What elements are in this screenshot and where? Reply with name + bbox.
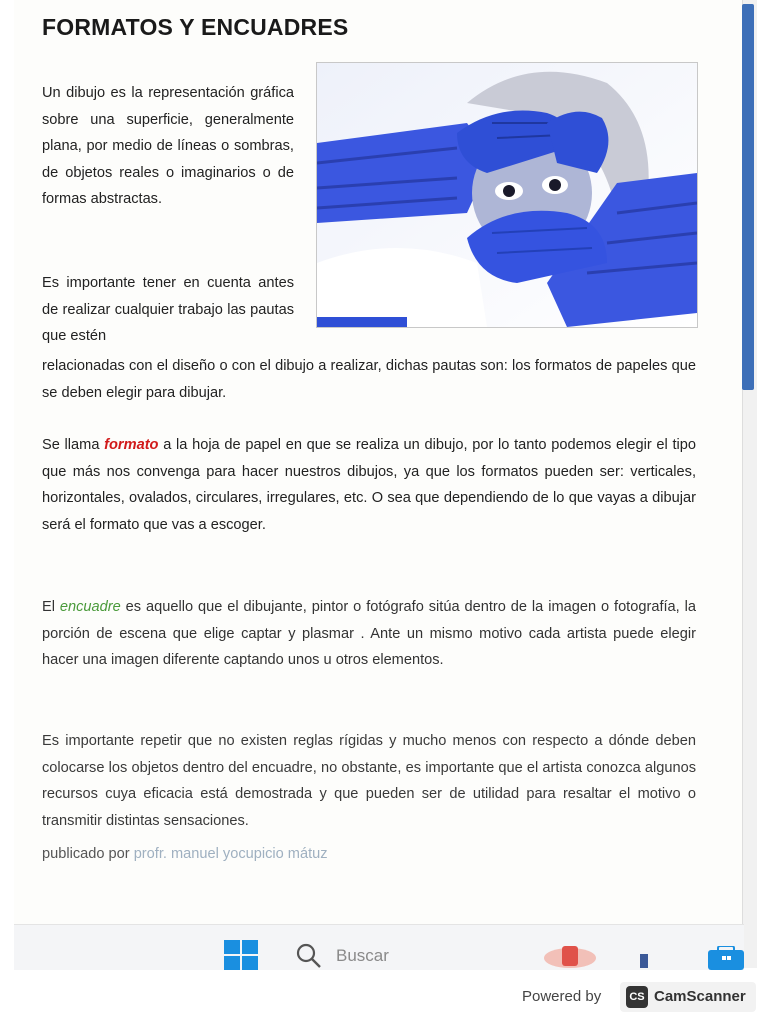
paragraph-definition: Un dibujo es la representación gráfica sobre una superficie, generalmente plana, por medio de líneas o sombras, de objetos reales o imaginarios o de formas abstractas. bbox=[42, 85, 294, 207]
powered-by-label: Powered by bbox=[522, 988, 602, 1005]
text-segment: Se llama bbox=[42, 437, 105, 453]
text-segment: es aquello que el dibujante, pintor o fotógrafo sitúa dentro de la imagen o fotografía, la porción de escena que elige captar y plasmar . Ante un mismo motivo cada artista puede elegir hacer una imagen diferente captando unos u otros elementos. bbox=[42, 599, 697, 668]
article-title: FORMATOS Y ENCUADRES bbox=[42, 14, 349, 40]
taskbar-app-icon[interactable] bbox=[540, 944, 598, 968]
paragraph-reglas: Es importante repetir que no existen reglas rígidas y mucho menos con respecto a dónde deben colocarse los objetos dentro del encuadre, no obstante, es importante que el artista conozca algunos recursos cuya eficacia está demostrada y que pueden ser de utilidad para resaltar el motivo o transmitir distintas sensaciones. bbox=[42, 733, 696, 829]
taskbar-app-icon[interactable] bbox=[640, 954, 648, 968]
paragraph-pautas-start: Es importante tener en cuenta antes de realizar cualquier trabajo las pautas que estén bbox=[42, 275, 294, 344]
keyword-encuadre: encuadre bbox=[59, 599, 121, 615]
framing-hands-photo bbox=[316, 62, 698, 328]
published-label: publicado por bbox=[42, 846, 134, 862]
scrollbar-thumb[interactable] bbox=[742, 4, 754, 390]
paragraph-encuadre bbox=[42, 594, 696, 674]
taskbar-search-input[interactable]: Buscar bbox=[336, 946, 389, 965]
paragraph-pautas-end: relacionadas con el diseño o con el dibujo a realizar, dichas pautas son: los formatos de papeles que se deben elegir para dibujar. bbox=[42, 358, 696, 401]
camscanner-brand: CamScanner bbox=[654, 988, 746, 1005]
keyword-formato: formato bbox=[104, 437, 159, 453]
text-segment: El bbox=[42, 599, 60, 615]
text-segment: a la hoja de papel en que se realiza un dibujo, por lo tanto podemos elegir el tipo que más nos convenga para hacer nuestros dibujos, ya que los formatos pueden ser: verticales, horizontales, ovalados, circulares, irregulares, etc. O sea que dependiendo de lo que vayas a dibujar será el formato que vas a escoger. bbox=[42, 437, 696, 533]
paragraph-formato bbox=[42, 432, 696, 538]
author-link[interactable]: profr. manuel yocupicio mátuz bbox=[133, 846, 328, 862]
published-by bbox=[42, 846, 328, 862]
photo-illustration bbox=[317, 63, 697, 327]
camscanner-logo-icon: CS bbox=[626, 986, 648, 1008]
